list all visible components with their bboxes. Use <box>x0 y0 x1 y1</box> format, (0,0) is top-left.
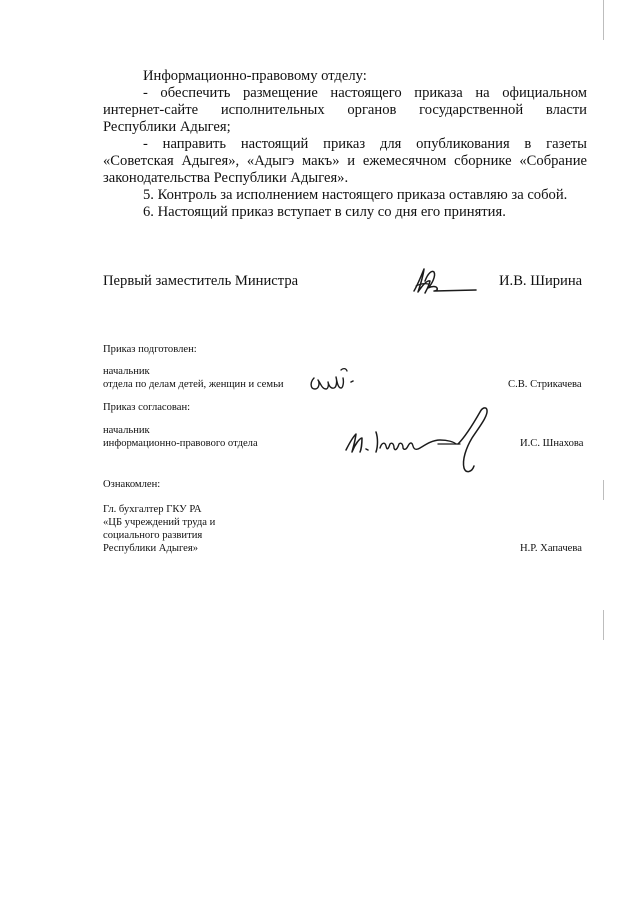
agreed-name: И.С. Шнахова <box>520 438 584 449</box>
instruction-item-publish-site-end: Республики Адыгея; <box>103 119 231 135</box>
instruction-item-newspapers-cont: «Советская Адыгея», «Адыгэ макъ» и ежемесячном сборнике «Собрание <box>103 153 587 169</box>
clause-5: 5. Контроль за исполнением настоящего приказа оставляю за собой. <box>143 187 568 203</box>
instruction-heading: Информационно-правовому отделу: <box>143 68 367 84</box>
prepared-heading: Приказ подготовлен: <box>103 344 197 355</box>
scan-edge-mark <box>603 610 604 640</box>
acquainted-position-1: Гл. бухгалтер ГКУ РА <box>103 504 202 515</box>
instruction-item-newspapers: - направить настоящий приказ для опубликования в газеты <box>143 136 587 152</box>
instruction-item-newspapers-end: законодательства Республики Адыгея». <box>103 170 349 186</box>
acquainted-heading: Ознакомлен: <box>103 479 161 490</box>
handwritten-signature-strikacheva <box>308 364 364 394</box>
agreed-heading: Приказ согласован: <box>103 402 191 413</box>
agreed-position-1: начальник <box>103 425 150 436</box>
signatory-title: Первый заместитель Министра <box>103 273 299 289</box>
acquainted-position-2: «ЦБ учреждений труда и <box>103 517 216 528</box>
prepared-position-1: начальник <box>103 366 150 377</box>
instruction-item-publish-site-cont: интернет-сайте исполнительных органов государственной власти <box>103 102 587 118</box>
instruction-item-publish-site: - обеспечить размещение настоящего приказа на официальном <box>143 85 587 101</box>
acquainted-position-3: социального развития <box>103 530 203 541</box>
scan-edge-mark <box>603 480 604 500</box>
signatory-name: И.В. Ширина <box>499 273 583 289</box>
handwritten-signature-shnakhova <box>340 404 500 480</box>
scan-edge-mark <box>603 0 604 40</box>
clause-6: 6. Настоящий приказ вступает в силу со дня его принятия. <box>143 204 506 220</box>
prepared-position-2: отдела по делам детей, женщин и семьи <box>103 379 284 390</box>
acquainted-name: Н.Р. Хапачева <box>520 543 582 554</box>
handwritten-signature-shirina <box>410 264 480 300</box>
acquainted-position-4: Республики Адыгея» <box>103 543 199 554</box>
agreed-position-2: информационно-правового отдела <box>103 438 258 449</box>
prepared-name: С.В. Стрикачева <box>508 379 582 390</box>
